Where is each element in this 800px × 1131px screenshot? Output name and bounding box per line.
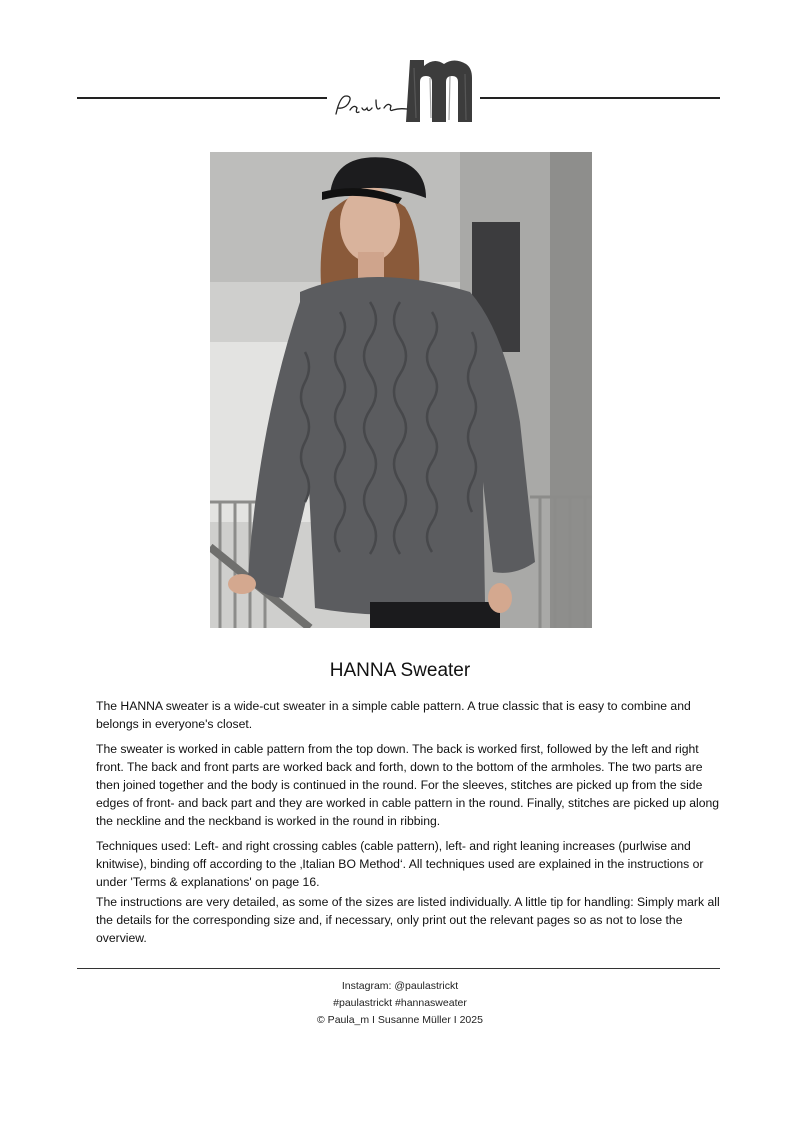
hero-photo	[210, 152, 592, 628]
footer-hashtags: #paulastrickt #hannasweater	[333, 997, 467, 1009]
model-sweater-photo	[210, 152, 592, 628]
techniques-paragraph: Techniques used: Left- and right crossing cables (cable pattern), left- and right leaning increases (purlwise and knitwise), binding off according to the ‚Italian BO Method‘. All techniques used are explained in the instructions or under 'Terms & explanations' on page 16.	[96, 839, 704, 889]
logo-m-stamp	[330, 48, 480, 128]
header-rule-left	[77, 97, 327, 99]
construction-paragraph: The sweater is worked in cable pattern from the top down. The back is worked first, followed by the left and right front. The back and front parts are worked back and forth, down to the bottom of the armholes. The two parts are then joined together and the body is continued in the round. For the sleeves, stitches are picked up from the side edges of front- and back part and they are worked in cable pattern in the round. Finally, stitches are picked up along the neckline and the neckband is worked in the round in ribbing.	[96, 742, 720, 828]
tips-paragraph: The instructions are very detailed, as some of the sizes are listed individually. A little tip for handling: Simply mark all the details for the corresponding size and, if necessary, only print out the relevant pages so as not to lose the overview.	[96, 895, 720, 945]
intro-paragraph: The HANNA sweater is a wide-cut sweater in a simple cable pattern. A true classic that is easy to combine and belongs in everyone's closet.	[96, 699, 691, 731]
header-rule-right	[480, 97, 720, 99]
page-title: HANNA Sweater	[329, 660, 471, 681]
footer-rule	[77, 968, 720, 969]
brand-logo	[330, 48, 480, 128]
footer-instagram: Instagram: @paulastrickt	[341, 980, 459, 992]
footer-copyright: © Paula_m I Susanne Müller I 2025	[317, 1014, 483, 1026]
